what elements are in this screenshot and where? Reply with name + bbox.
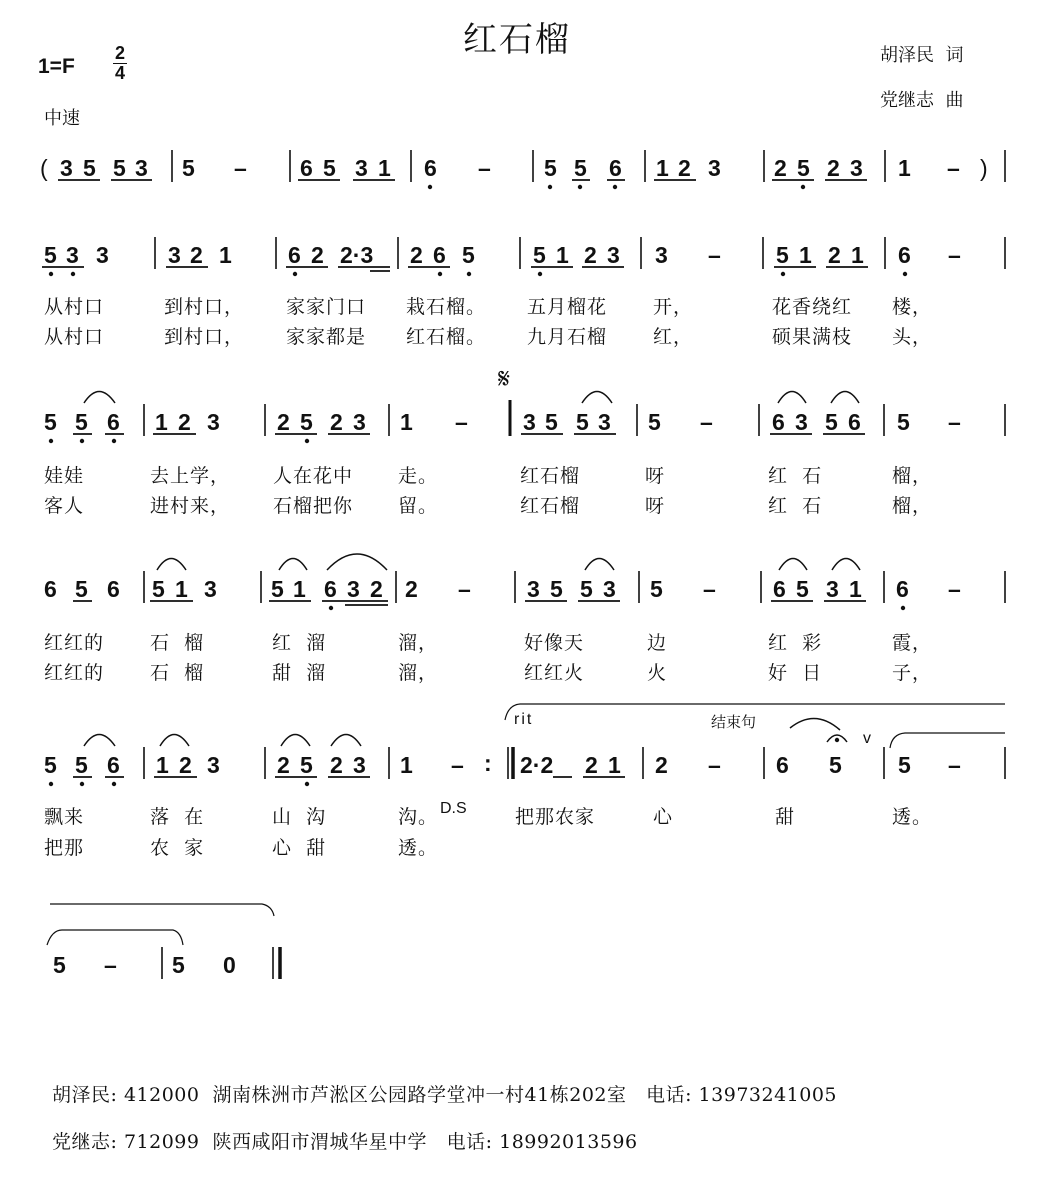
- note: 1: [400, 752, 413, 778]
- barlines-row-2: [144, 400, 1005, 436]
- note: 6: [772, 409, 785, 435]
- note: 2: [410, 242, 423, 268]
- note: 5: [533, 242, 546, 268]
- lyric: 好 日: [768, 662, 823, 684]
- note: 3: [60, 155, 73, 181]
- time-signature-numerator: 2: [114, 43, 125, 63]
- time-signature-denominator: 4: [114, 63, 125, 83]
- lyric: 红石榴: [520, 495, 581, 517]
- note: 2: [190, 242, 203, 268]
- lyric: 头，: [892, 326, 933, 348]
- note: –: [948, 752, 961, 778]
- barlines-row-4: [144, 747, 1005, 779]
- lyric: 楼，: [892, 296, 933, 318]
- lyric: 火: [647, 662, 668, 684]
- lyric: 进村来，: [150, 495, 231, 517]
- note: 5: [152, 576, 165, 602]
- lyric: 落 在: [150, 806, 205, 828]
- note: 5: [75, 409, 88, 435]
- note: 3: [353, 752, 366, 778]
- note: 2·3: [340, 242, 374, 268]
- note: 5: [829, 752, 842, 778]
- note: 5: [898, 752, 911, 778]
- lyric: 好像天: [524, 632, 585, 654]
- note: 6: [424, 155, 437, 181]
- note: 5: [182, 155, 195, 181]
- slurs-row-3: [157, 554, 860, 570]
- note: 3: [168, 242, 181, 268]
- note: 5: [650, 576, 663, 602]
- note: –: [708, 242, 721, 268]
- note: –: [948, 242, 961, 268]
- note: 2: [774, 155, 787, 181]
- note: 3: [523, 409, 536, 435]
- lyric: 从村口: [44, 296, 105, 318]
- note: 1: [175, 576, 188, 602]
- segno-icon: 𝄋: [498, 362, 511, 395]
- note: 6: [609, 155, 622, 181]
- lyric: 红 彩: [768, 632, 823, 654]
- lyric: 石 榴: [150, 632, 205, 654]
- note: 5: [53, 952, 66, 978]
- rit-bracket: [505, 704, 1005, 748]
- note: 3: [207, 409, 220, 435]
- lyric: 溜，: [398, 662, 439, 684]
- barlines-row-1: [155, 237, 1005, 269]
- note: –: [708, 752, 721, 778]
- note: 2: [827, 155, 840, 181]
- lyric: 心 甜: [272, 837, 327, 859]
- note: 5: [75, 752, 88, 778]
- lyric: 家家门口: [286, 296, 367, 318]
- note: 2: [330, 752, 343, 778]
- lyric: 到村口，: [164, 296, 245, 318]
- note: 2: [178, 409, 191, 435]
- note: 5: [580, 576, 593, 602]
- note: 6: [300, 155, 313, 181]
- low-octave-dots-row-3: [329, 606, 905, 610]
- barlines-row-coda: [162, 947, 280, 979]
- lyric: 甜: [775, 806, 796, 828]
- note: 3: [207, 752, 220, 778]
- lyric: 溜，: [398, 632, 439, 654]
- note: –: [234, 155, 247, 181]
- note: 6: [107, 752, 120, 778]
- lyric: 榴，: [892, 495, 933, 517]
- slurs-row-4: [84, 718, 840, 746]
- note: 1: [608, 752, 621, 778]
- note: 5: [776, 242, 789, 268]
- breath-mark: v: [863, 730, 871, 747]
- repeat-dots: :: [484, 750, 492, 776]
- note: –: [700, 409, 713, 435]
- note: 3: [598, 409, 611, 435]
- note: 5: [44, 409, 57, 435]
- note: 6: [107, 409, 120, 435]
- note: 3: [795, 409, 808, 435]
- note: 5: [796, 576, 809, 602]
- lyric: 石榴把你: [273, 495, 354, 517]
- note: 1: [849, 576, 862, 602]
- note: 0: [223, 952, 236, 978]
- note: 5: [897, 409, 910, 435]
- lyric: 呀: [645, 465, 666, 487]
- note: 5: [574, 155, 587, 181]
- lyric: 红红的: [44, 632, 105, 654]
- note: 3: [708, 155, 721, 181]
- note: 3: [527, 576, 540, 602]
- lyric: 家家都是: [286, 326, 367, 348]
- lyric: 甜 溜: [272, 662, 327, 684]
- lyric: 石 榴: [150, 662, 205, 684]
- note: 1: [293, 576, 306, 602]
- note: 5: [825, 409, 838, 435]
- note: 5: [83, 155, 96, 181]
- note: 3: [603, 576, 616, 602]
- note: 6: [433, 242, 446, 268]
- note: 5: [300, 752, 313, 778]
- slurs-row-2: [84, 392, 859, 404]
- fermata-dot: [835, 738, 839, 742]
- note: 2: [370, 576, 383, 602]
- note: 3: [204, 576, 217, 602]
- note: 6: [776, 752, 789, 778]
- lyric: 边: [647, 632, 668, 654]
- ending-label: 结束句: [711, 713, 757, 731]
- note: 5: [323, 155, 336, 181]
- note: 1: [155, 409, 168, 435]
- note: 2: [405, 576, 418, 602]
- lyric: 开，: [653, 296, 694, 318]
- note: 6: [848, 409, 861, 435]
- note: 3: [66, 242, 79, 268]
- note: 3: [850, 155, 863, 181]
- coda-bracket: [47, 904, 274, 945]
- note: –: [948, 576, 961, 602]
- lyric: 红红火: [524, 662, 585, 684]
- low-octave-dots-row-2: [49, 439, 309, 443]
- note: 2: [277, 752, 290, 778]
- note: 5: [462, 242, 475, 268]
- note: 2: [277, 409, 290, 435]
- lyric: 霞，: [892, 632, 933, 654]
- lyric: 沟。: [398, 806, 439, 828]
- lyric: 娃娃: [44, 465, 85, 487]
- note: 2: [330, 409, 343, 435]
- note: 2: [828, 242, 841, 268]
- note: –: [947, 155, 960, 181]
- lyric: 从村口: [44, 326, 105, 348]
- lyric: 心: [653, 806, 674, 828]
- note: 2: [584, 242, 597, 268]
- lyric: 红石榴。: [406, 326, 487, 348]
- note: 6: [896, 576, 909, 602]
- song-title: 红石榴: [463, 20, 571, 60]
- lyricist-credit: 胡泽民 词: [880, 45, 964, 66]
- note: 5: [300, 409, 313, 435]
- lyric: 把那农家: [515, 806, 596, 828]
- note: 3: [607, 242, 620, 268]
- note: 1: [656, 155, 669, 181]
- rit-marking: rit: [514, 711, 534, 728]
- note: –: [948, 409, 961, 435]
- note: –: [451, 752, 464, 778]
- note: 5: [648, 409, 661, 435]
- note: 6: [44, 576, 57, 602]
- lyric: 山 沟: [272, 806, 327, 828]
- note: 5: [550, 576, 563, 602]
- lyric: 红 石: [768, 495, 823, 517]
- lyric: 栽石榴。: [406, 296, 487, 318]
- lyric: 九月石榴: [527, 326, 608, 348]
- composer-credit: 党继志 曲: [880, 90, 964, 111]
- underlines-row-3: [73, 601, 866, 605]
- lyric: 花香绕红: [772, 296, 853, 318]
- lyric: 呀: [645, 495, 666, 517]
- lyric: 红石榴: [520, 465, 581, 487]
- note: 2: [678, 155, 691, 181]
- lyric: 农 家: [150, 837, 205, 859]
- note: 3: [655, 242, 668, 268]
- barlines-row-3: [144, 571, 1005, 603]
- lyric: 去上学，: [150, 465, 231, 487]
- note: –: [104, 952, 117, 978]
- lyric: 榴，: [892, 465, 933, 487]
- note: 2: [311, 242, 324, 268]
- note: (: [40, 155, 48, 181]
- note: 5: [113, 155, 126, 181]
- note: –: [458, 576, 471, 602]
- note: 1: [219, 242, 232, 268]
- lyric: 透。: [892, 806, 933, 828]
- note: 6: [773, 576, 786, 602]
- lyric: 硕果满枝: [772, 326, 853, 348]
- footer-composer-contact: 党继志: 712099 陕西咸阳市渭城华星中学 电话: 18992013596: [52, 1131, 638, 1153]
- tempo-marking: 中速: [44, 108, 80, 129]
- lyric: 红红的: [44, 662, 105, 684]
- note: 6: [898, 242, 911, 268]
- note: –: [455, 409, 468, 435]
- note: 5: [271, 576, 284, 602]
- note: 5: [44, 242, 57, 268]
- note: 5: [44, 752, 57, 778]
- note: 3: [355, 155, 368, 181]
- note: –: [703, 576, 716, 602]
- lyric: 客人: [44, 495, 85, 517]
- note: 3: [347, 576, 360, 602]
- note: 2: [179, 752, 192, 778]
- note: 1: [378, 155, 391, 181]
- lyric: 子，: [892, 662, 933, 684]
- lyric: 红，: [653, 326, 694, 348]
- note: 5: [545, 409, 558, 435]
- lyric: 把那: [44, 837, 85, 859]
- note: 5: [544, 155, 557, 181]
- low-octave-dots-row-1: [49, 272, 907, 276]
- note: 5: [797, 155, 810, 181]
- note: 6: [288, 242, 301, 268]
- lyric: 红 溜: [272, 632, 327, 654]
- low-octave-dots-row-4: [49, 782, 309, 786]
- note: –: [478, 155, 491, 181]
- lyric: 走。: [398, 465, 439, 487]
- lyric: 到村口，: [164, 326, 245, 348]
- note: 1: [156, 752, 169, 778]
- low-octave-dots-row-intro: [428, 185, 805, 189]
- note: 2·2: [520, 752, 554, 778]
- note: 3: [826, 576, 839, 602]
- lyric: 留。: [398, 495, 439, 517]
- note: 5: [172, 952, 185, 978]
- note: 1: [400, 409, 413, 435]
- footer-lyricist-contact: 胡泽民: 412000 湖南株洲市芦淞区公园路学堂冲一村41栋202室 电话: 13973241005: [52, 1084, 838, 1106]
- note: 3: [135, 155, 148, 181]
- underlines-row-1: [42, 267, 868, 271]
- lyric: 五月榴花: [527, 296, 608, 318]
- note: ): [980, 155, 988, 181]
- lyric: 飘来: [44, 806, 85, 828]
- note: 2: [585, 752, 598, 778]
- note: 1: [898, 155, 911, 181]
- lyric: 透。: [398, 837, 439, 859]
- note: 6: [107, 576, 120, 602]
- note: 3: [96, 242, 109, 268]
- note: 6: [324, 576, 337, 602]
- lyric: 红 石: [768, 465, 823, 487]
- note: 1: [799, 242, 812, 268]
- note: 1: [556, 242, 569, 268]
- note: 1: [851, 242, 864, 268]
- ds-marking: D.S: [440, 800, 467, 817]
- note: 3: [353, 409, 366, 435]
- note: 5: [576, 409, 589, 435]
- lyric: 人在花中: [273, 465, 354, 487]
- barlines-row-intro: [172, 150, 1005, 182]
- note: 2: [655, 752, 668, 778]
- note: 5: [75, 576, 88, 602]
- key-signature: 1=F: [38, 55, 75, 78]
